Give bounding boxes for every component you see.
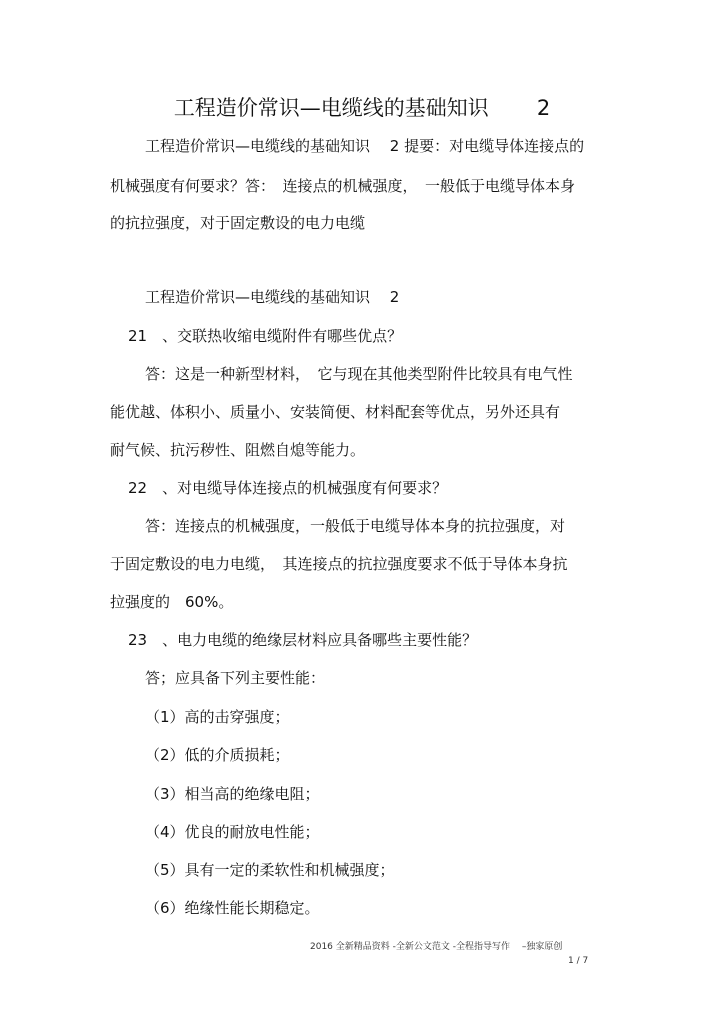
document-title (0, 93, 724, 123)
answer-22-line-3: 拉强度的 60%。 (110, 593, 234, 611)
answer-23-item-5: （5）具有一定的柔软性和机械强度； (145, 861, 395, 879)
answer-21-line-2: 能优越、体积小、质量小、安装简便、材料配套等优点，另外还具有 (110, 403, 561, 421)
answer-22-line-1: 答：连接点的机械强度，一般低于电缆导体本身的抗拉强度，对 (145, 517, 566, 535)
intro-line-2: 机械强度有何要求？答： 连接点的机械强度， 一般低于电缆导体本身 (110, 177, 576, 195)
intro-line-3: 的抗拉强度，对于固定敷设的电力电缆 (110, 214, 366, 232)
answer-23-item-2: （2）低的介质损耗； (145, 746, 290, 764)
answer-21-line-3: 耐气候、抗污秽性、阻燃自熄等能力。 (110, 441, 366, 459)
document-title-number: 2 (536, 96, 551, 120)
answer-22-line-2: 于固定敷设的电力电缆， 其连接点的抗拉强度要求不低于导体本身抗 (110, 555, 568, 573)
question-23: 23 、电力电缆的绝缘层材料应具备哪些主要性能？ (128, 631, 478, 649)
intro-line-1: 工程造价常识—电缆线的基础知识 2 提要：对电缆导体连接点的 (145, 137, 585, 155)
page-number: 1 / 7 (568, 956, 589, 966)
section-heading: 工程造价常识—电缆线的基础知识 2 (145, 288, 400, 306)
question-22: 22 、对电缆导体连接点的机械强度有何要求？ (128, 479, 448, 497)
answer-23-item-1: （1）高的击穿强度； (145, 708, 290, 726)
question-21: 21 、交联热收缩电缆附件有哪些优点？ (128, 327, 403, 345)
answer-23-item-3: （3）相当高的绝缘电阻； (145, 785, 320, 803)
answer-23-item-6: （6）绝缘性能长期稳定。 (145, 899, 320, 917)
document-title-text: 工程造价常识—电缆线的基础知识 (173, 96, 489, 120)
answer-23-item-4: （4）优良的耐放电性能； (145, 823, 320, 841)
footer-slogan: 2016 全新精品资料 -全新公文范文 -全程指导写作 –独家原创 (310, 942, 563, 952)
answer-21-line-1: 答：这是一种新型材料， 它与现在其他类型附件比较具有电气性 (145, 365, 573, 383)
answer-23-intro: 答；应具备下列主要性能： (145, 669, 326, 687)
